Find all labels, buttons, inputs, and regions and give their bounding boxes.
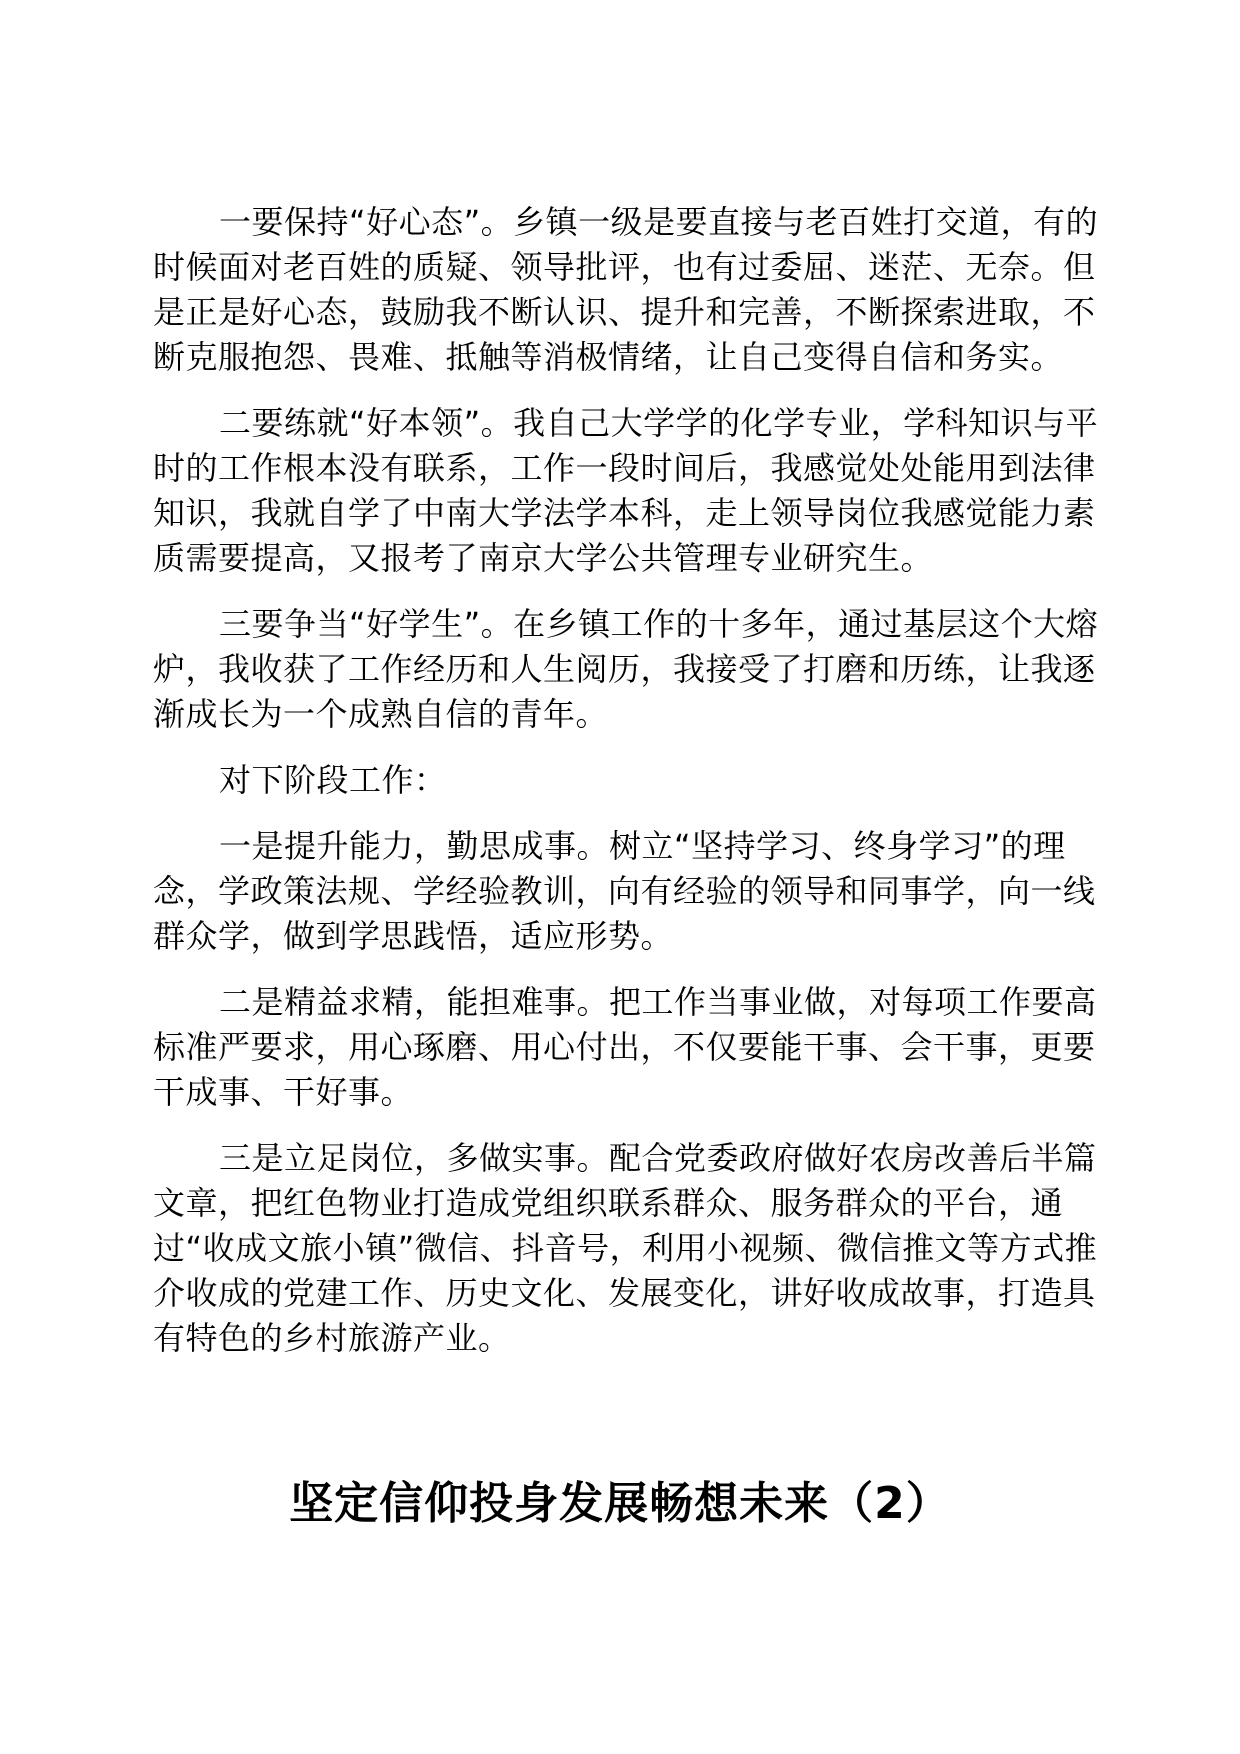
paragraph-practical-work: 三是立足岗位，多做实事。配合党委政府做好农房改善后半篇文章，把红色物业打造成党组织联系群众、服务群众的平台，通过“收成文旅小镇”微信、抖音号，利用小视频、微信推文等方式推介收成的党建工作、历史文化、发展变化，讲好收成故事，打造具有特色的乡村旅游产业。 (153, 1139, 1098, 1357)
paragraph-good-student: 三要争当“好学生”。在乡镇工作的十多年，通过基层这个大熔炉，我收获了工作经历和人生阅历，我接受了打磨和历练，让我逐渐成长为一个成熟自信的青年。 (153, 605, 1099, 733)
paragraph-improve-ability: 一是提升能力，勤思成事。树立“坚持学习、终身学习”的理念，学政策法规、学经验教训，向有经验的领导和同事学，向一线群众学，做到学思践悟，适应形势。 (153, 827, 1096, 955)
paragraph-excellence: 二是精益求精，能担难事。把工作当事业做，对每项工作要高标准严要求，用心琢磨、用心付出，不仅要能干事、会干事，更要干成事、干好事。 (153, 983, 1097, 1111)
paragraph-next-stage-heading: 对下阶段工作： (219, 761, 447, 799)
section-title: 坚定信仰投身发展畅想未来（2） (289, 1478, 951, 1529)
document-body (153, 200, 1113, 1382)
paragraph-good-mindset: 一要保持“好心态”。乡镇一级是要直接与老百姓打交道，有的时候面对老百姓的质疑、领导批评，也有过委屈、迷茫、无奈。但是正是好心态，鼓励我不断认识、提升和完善，不断探索进取，不断克服抱怨、畏难、抵触等消极情绪，让自己变得自信和务实。 (153, 203, 1099, 376)
paragraph-good-skills: 二要练就“好本领”。我自己大学学的化学专业，学科知识与平时的工作根本没有联系，工作一段时间后，我感觉处处能用到法律知识，我就自学了中南大学法学本科，走上领导岗位我感觉能力素质需要提高，又报考了南京大学公共管理专业研究生。 (153, 404, 1099, 577)
